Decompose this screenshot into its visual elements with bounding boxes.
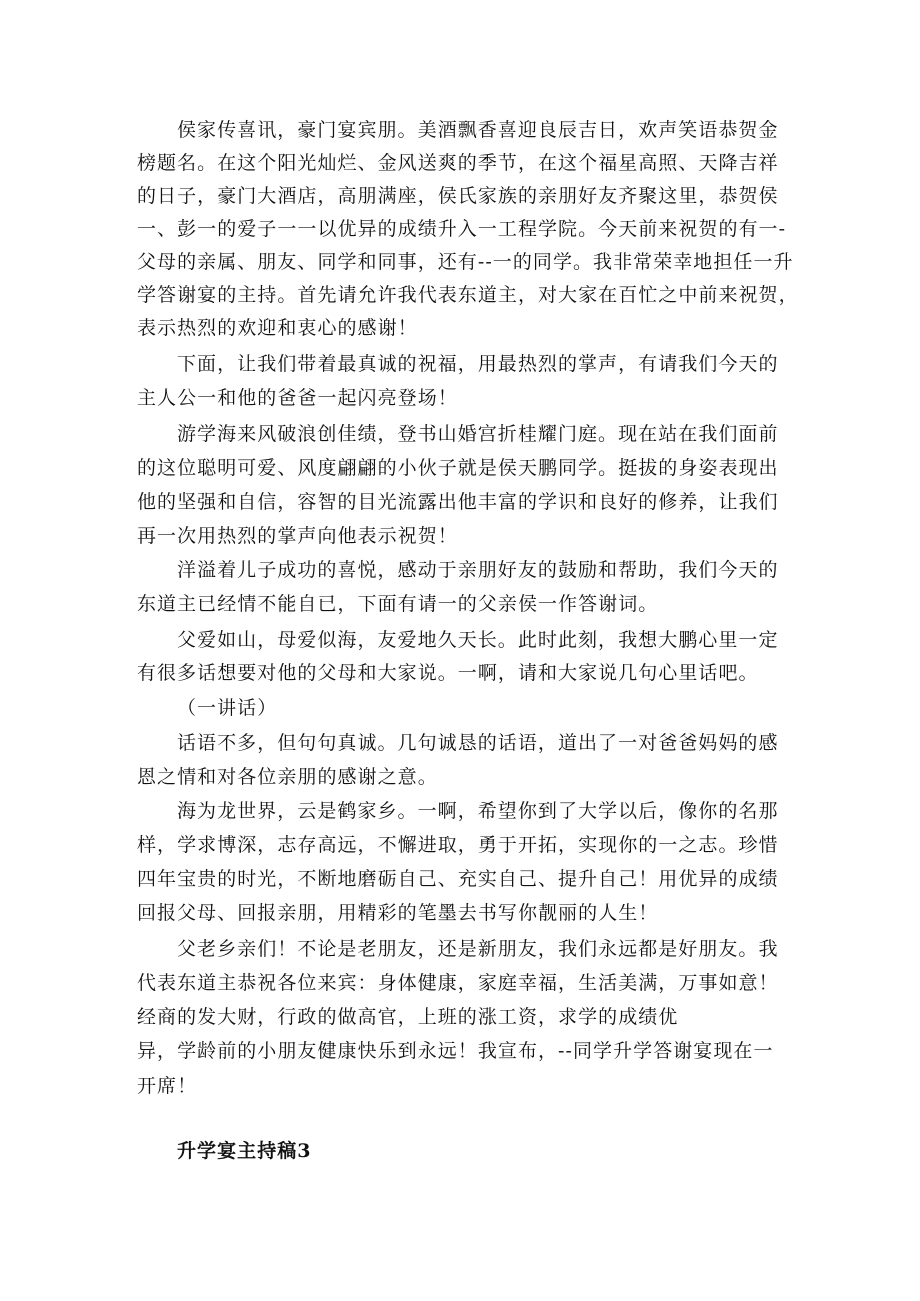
paragraph-line: 经商的发大财，行政的做高官，上班的涨工资，求学的成绩优 — [137, 1006, 679, 1028]
paragraph-line: 他的坚强和自信，容智的目光流露出他丰富的学识和良好的修养，让我们 — [137, 491, 779, 513]
paragraph-line: 的日子，豪门大酒店，高朋满座，侯氏家族的亲朋好友齐聚这里，恭贺侯 — [137, 185, 779, 207]
paragraph-line: 四年宝贵的时光，不断地磨砺自己、充实自己、提升自己！用优异的成绩 — [137, 868, 779, 890]
paragraph-line: 榜题名。在这个阳光灿烂、金风送爽的季节，在这个福星高照、天降吉祥 — [137, 152, 779, 174]
paragraph-line: 话语不多，但句句真诚。几句诚恳的话语，道出了一对爸爸妈妈的感 — [177, 732, 779, 754]
paragraph-line: 代表东道主恭祝各位来宾：身体健康，家庭幸福，生活美满，万事如意！ — [137, 972, 779, 994]
paragraph-line: 有很多话想要对他的父母和大家说。一啊，请和大家说几句心里话吧。 — [137, 662, 759, 684]
paragraph-line: 学答谢宴的主持。首先请允许我代表东道主，对大家在百忙之中前来祝贺， — [137, 284, 799, 306]
paragraph-line: 主人公一和他的爸爸一起闪亮登场！ — [137, 387, 458, 409]
paragraph-line: 开席！ — [137, 1075, 198, 1097]
paragraph-line: 回报父母、回报亲朋，用精彩的笔墨去书写你靓丽的人生！ — [137, 902, 659, 924]
paragraph-line: 父母的亲属、朋友、同学和同事，还有--一的同学。我非常荣幸地担任一升 — [137, 251, 794, 273]
paragraph-line: 父爱如山，母爱似海，友爱地久天长。此时此刻，我想大鹏心里一定 — [177, 629, 779, 651]
paragraph-line: 再一次用热烈的掌声向他表示祝贺！ — [137, 525, 458, 547]
paragraph-line: 洋溢着儿子成功的喜悦，感动于亲朋好友的鼓励和帮助，我们今天的 — [177, 559, 779, 581]
paragraph-line: 恩之情和对各位亲朋的感谢之意。 — [137, 766, 438, 788]
section-heading: 升学宴主持稿3 — [177, 1140, 312, 1162]
paragraph-line: 样，学求博深，志存高远，不懈进取，勇于开拓，实现你的一之志。珍惜 — [137, 834, 779, 856]
paragraph-line: 父老乡亲们！不论是老朋友，还是新朋友，我们永远都是好朋友。我 — [177, 938, 779, 960]
paragraph-line: 表示热烈的欢迎和衷心的感谢！ — [137, 317, 418, 339]
paragraph-line: 异，学龄前的小朋友健康快乐到永远！我宣布，--同学升学答谢宴现在一 — [137, 1040, 774, 1062]
paragraph-line: 东道主已经情不能自已，下面有请一的父亲侯一作答谢词。 — [137, 593, 659, 615]
paragraph-line: 的这位聪明可爱、风度翩翩的小伙子就是侯天鹏同学。挺拔的身姿表现出 — [137, 457, 779, 479]
paragraph-line: 侯家传喜讯，豪门宴宾朋。美酒飘香喜迎良辰吉日，欢声笑语恭贺金 — [177, 119, 779, 141]
paragraph-line: 一、彭一的爱子一一以优异的成绩升入一工程学院。今天前来祝贺的有一- — [137, 218, 787, 240]
paragraph-line: （一讲话） — [177, 697, 278, 719]
paragraph-line: 海为龙世界，云是鹤家乡。一啊，希望你到了大学以后，像你的名那 — [177, 800, 779, 822]
paragraph-line: 游学海来风破浪创佳绩，登书山婚宫折桂耀门庭。现在站在我们面前 — [177, 423, 779, 445]
paragraph-line: 下面，让我们带着最真诚的祝福，用最热烈的掌声，有请我们今天的 — [177, 353, 779, 375]
